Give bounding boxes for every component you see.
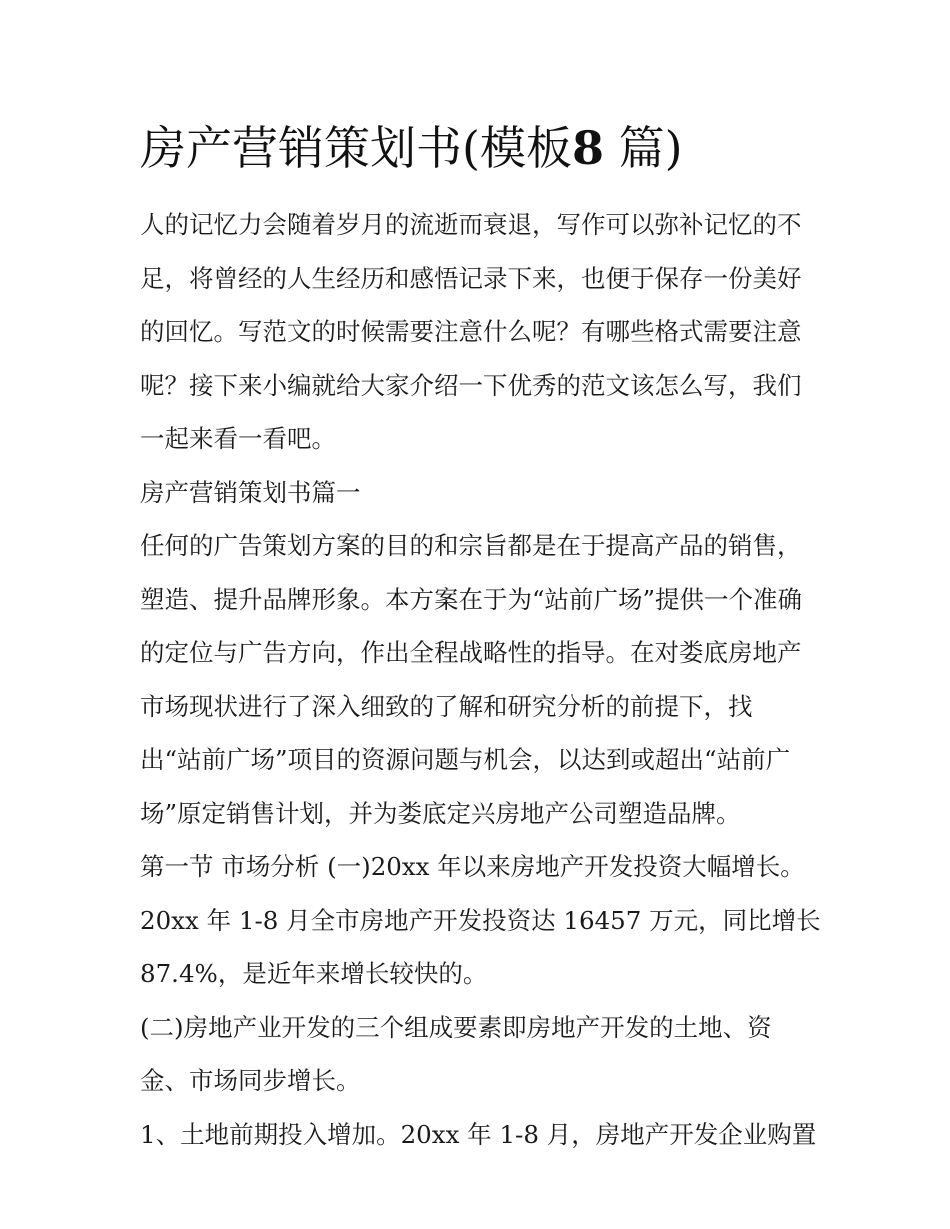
intro-line: 呢？接下来小编就给大家介绍一下优秀的范文该怎么写，我们 bbox=[140, 370, 802, 400]
intro-line: 人的记忆力会随着岁月的流逝而衰退，写作可以弥补记忆的不 bbox=[140, 210, 802, 239]
body-line: 1、土地前期投入增加。20xx 年 1-8 月，房地产开发企业购置 bbox=[140, 1119, 817, 1149]
body-text bbox=[140, 519, 820, 1161]
intro-line: 的回忆。写范文的时候需要注意什么呢？有哪些格式需要注意 bbox=[140, 317, 802, 346]
document-page bbox=[140, 118, 820, 1161]
title-suffix: 篇) bbox=[618, 121, 683, 175]
body-line: 场”原定销售计划，并为娄底定兴房地产公司塑造品牌。 bbox=[140, 798, 741, 828]
title-prefix: 房产营销策划书(模板 bbox=[140, 121, 572, 175]
body-line: 塑造、提升品牌形象。本方案在于为“站前广场”提供一个准确 bbox=[140, 584, 803, 614]
body-line: 任何的广告策划方案的目的和宗旨都是在于提高产品的销售， bbox=[140, 531, 802, 560]
intro-line: 足，将曾经的人生经历和感悟记录下来，也便于保存一份美好 bbox=[140, 263, 802, 293]
body-line: 的定位与广告方向，作出全程战略性的指导。在对娄底房地产 bbox=[140, 638, 802, 667]
body-line: 20xx 年 1-8 月全市房地产开发投资达 16457 万元，同比增长 bbox=[140, 905, 821, 935]
intro-line: 一起来看一看吧。 bbox=[140, 424, 336, 453]
document-title bbox=[140, 118, 820, 178]
intro-paragraph bbox=[140, 198, 820, 466]
title-number: 8 bbox=[571, 121, 604, 175]
body-line: 87.4%，是近年来增长较快的。 bbox=[140, 959, 488, 988]
body-line: 金、市场同步增长。 bbox=[140, 1066, 361, 1095]
section-heading: 房产营销策划书篇一 bbox=[140, 477, 361, 507]
body-line: 市场现状进行了深入细致的了解和研究分析的前提下，找 bbox=[140, 691, 753, 721]
body-line: (二)房地产业开发的三个组成要素即房地产开发的土地、资 bbox=[140, 1012, 772, 1042]
body-line: 第一节 市场分析 (一)20xx 年以来房地产开发投资大幅增长。 bbox=[140, 852, 805, 881]
body-line: 出“站前广场”项目的资源问题与机会，以达到或超出“站前广 bbox=[140, 745, 791, 774]
